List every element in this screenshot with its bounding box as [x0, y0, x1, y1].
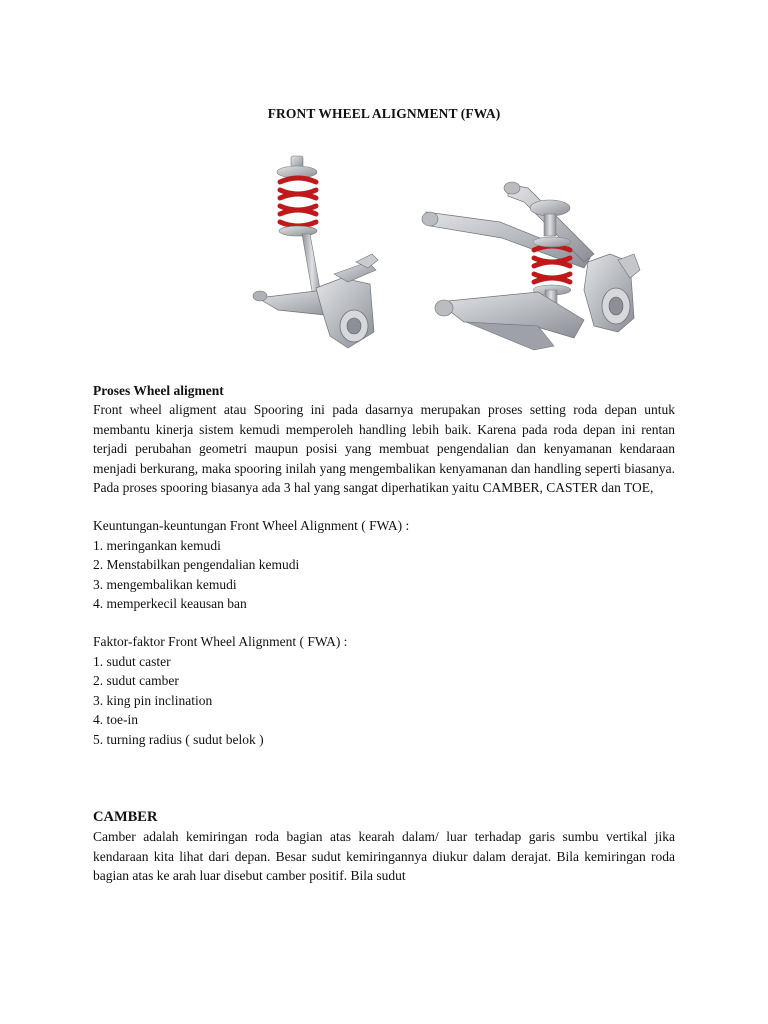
- list-item: 3. king pin inclination: [93, 692, 213, 708]
- factors-heading: Faktor-faktor Front Wheel Alignment ( FWA) :: [93, 634, 348, 650]
- suspension-illustration: [238, 150, 658, 375]
- factors-list: [93, 652, 675, 749]
- coil-spring-icon: [280, 178, 316, 226]
- list-item: 4. toe-in: [93, 712, 138, 728]
- section-heading: Proses Wheel aligment: [93, 383, 224, 398]
- double-wishbone-image: [422, 182, 640, 350]
- page-title: FRONT WHEEL ALIGNMENT (FWA): [267, 106, 501, 121]
- list-item: 1. meringankan kemudi: [93, 537, 221, 553]
- list-item: 3. mengembalikan kemudi: [93, 576, 237, 592]
- macpherson-strut-image: [253, 156, 378, 348]
- benefits-heading: Keuntungan-keuntungan Front Wheel Alignment ( FWA) :: [93, 518, 410, 534]
- list-item: 5. turning radius ( sudut belok ): [93, 731, 264, 747]
- list-item: 4. memperkecil keausan ban: [93, 596, 247, 612]
- benefits-list: [93, 536, 675, 614]
- list-item: 2. sudut camber: [93, 673, 179, 689]
- section-paragraph: Front wheel aligment atau Spooring ini pada dasarnya merupakan proses setting roda depan untuk membantu kinerja sistem kemudi memperoleh handling lebih baik. Karena pada roda depan ini rentan terjadi perubahan geometri maupun posisi yang membuat pengendalian dan kenyamanan kendaraan menjadi berkurang, maka spooring inilah yang mengembalikan kenyamanan dan handling seperti biasanya. Pada proses spooring biasanya ada 3 hal yang sangat diperhatikan yaitu CAMBER, CASTER dan TOE,: [93, 402, 675, 496]
- list-item: 2. Menstabilkan pengendalian kemudi: [93, 557, 300, 573]
- list-item: 1. sudut caster: [93, 653, 171, 669]
- camber-heading: CAMBER: [93, 808, 158, 825]
- document-body: [93, 381, 675, 886]
- camber-paragraph: Camber adalah kemiringan roda bagian atas kearah dalam/ luar terhadap garis sumbu vertikal jika kendaraan kita lihat dari depan. Besar sudut kemiringannya diukur dalam derajat. Bila kemiringan roda bagian atas ke arah luar disebut camber positif. Bila sudut: [93, 829, 675, 884]
- suspension-figures: [238, 150, 658, 375]
